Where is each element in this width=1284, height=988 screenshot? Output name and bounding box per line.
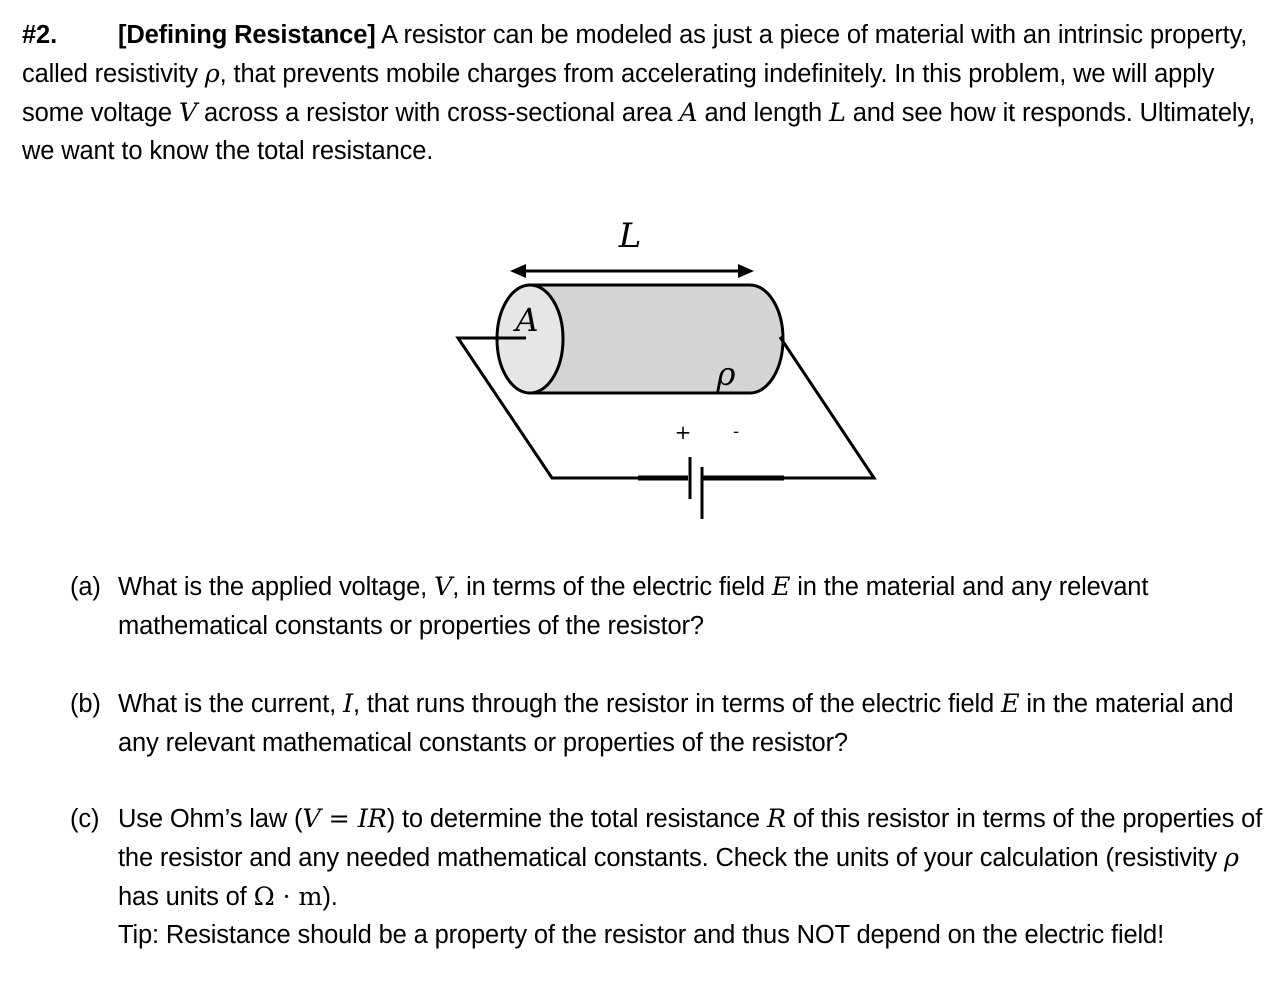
question-text: What is the current,	[118, 690, 344, 718]
field-symbol: E	[771, 572, 791, 602]
question-b	[70, 685, 1270, 763]
length-symbol: L	[829, 97, 846, 128]
intro-text: and length	[697, 98, 829, 127]
question-text: in the material and any relevant mathematical constants or properties of the resistor?	[118, 573, 1149, 640]
question-text: of this resistor in terms of the properties of the resistor and any needed mathematical constants. Check the units of your calculation (resistivity	[118, 805, 1263, 872]
question-text: has units of	[118, 882, 254, 911]
area-symbol: A	[679, 97, 698, 128]
rho-symbol: ρ	[1224, 842, 1239, 873]
intro-text: A resistor can be modeled as just a piece of material with an intrinsic property, called resistivity	[22, 21, 1248, 88]
question-a	[70, 568, 1270, 646]
problem-statement	[22, 16, 1272, 171]
question-label: (c)	[70, 805, 100, 833]
rho-symbol: ρ	[204, 58, 220, 89]
voltage-symbol: V	[178, 97, 198, 128]
equals-sign: =	[320, 804, 358, 834]
intro-text: and see how it responds. Ultimately, we want to know the total resistance.	[22, 98, 1256, 166]
question-text: ).	[322, 882, 338, 911]
question-text: , in terms of the electric field	[452, 573, 772, 601]
question-c	[70, 800, 1270, 955]
voltage-symbol: V	[434, 572, 453, 602]
problem-number: #2.	[22, 21, 57, 49]
question-text: What is the applied voltage,	[118, 573, 435, 601]
battery-symbol	[638, 457, 784, 519]
length-arrow	[510, 264, 754, 278]
question-label: (a)	[70, 573, 101, 601]
resistance-symbol: R	[766, 804, 786, 834]
question-text: , that runs through the resistor in terms of the electric field	[352, 690, 1002, 718]
battery-minus-label: -	[732, 421, 740, 442]
question-text: in the material and any relevant mathematical constants or properties of the resistor?	[118, 690, 1234, 757]
question-text: Use Ohm’s law (	[118, 805, 303, 833]
resistor-circuit-diagram	[440, 205, 900, 525]
question-text: ) to determine the total resistance	[386, 805, 767, 833]
area-label: A	[515, 301, 539, 339]
intro-text: , that prevents mobile charges from accelerating indefinitely. In this problem, we will apply some voltage	[22, 59, 1215, 127]
current-symbol: I	[343, 689, 353, 719]
ir-symbol: IR	[357, 804, 387, 834]
units-symbol: Ω · m	[253, 881, 323, 912]
tip-text: Tip: Resistance should be a property of the resistor and thus NOT depend on the electric field!	[118, 921, 1165, 950]
cylinder-body	[530, 285, 783, 393]
battery-plus-label: +	[674, 420, 692, 444]
length-label: L	[618, 216, 642, 256]
field-symbol: E	[1001, 689, 1020, 719]
intro-text: across a resistor with cross-sectional area	[197, 98, 680, 127]
problem-title: [Defining Resistance]	[118, 21, 376, 49]
question-label: (b)	[70, 690, 101, 718]
voltage-symbol: V	[302, 804, 321, 834]
resistivity-label: ρ	[716, 355, 736, 393]
